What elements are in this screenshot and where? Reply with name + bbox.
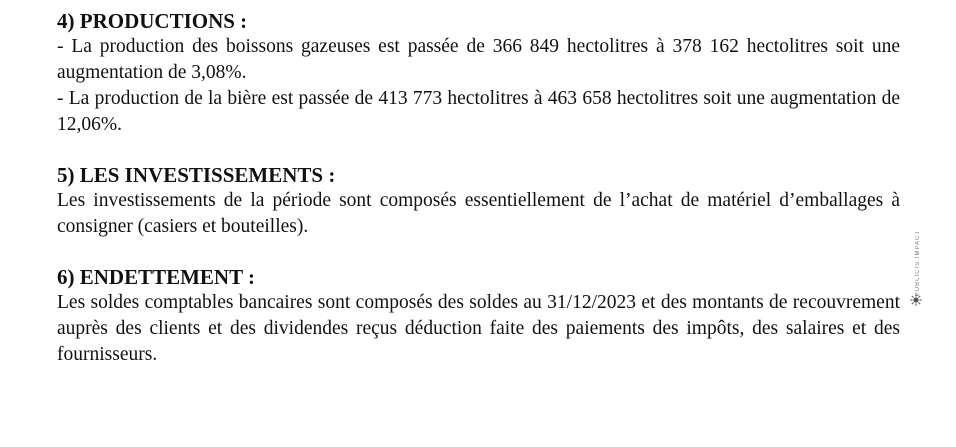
publisher-watermark bbox=[906, 230, 924, 325]
section-heading-investissements: 5) LES INVESTISSEMENTS : bbox=[57, 163, 336, 187]
paragraph-boissons-gazeuses: - La production des boissons gazeuses est passée de 366 849 hectolitres à 378 162 hectolitres soit une augmentation de 3,08%. bbox=[57, 36, 900, 83]
paragraph-investissements: Les investissements de la période sont composés essentiellement de l’achat de matériel d’emballages à consigner (casiers et bouteilles). bbox=[57, 190, 900, 237]
paragraph-biere: - La production de la bière est passée de 413 773 hectolitres à 463 658 hectolitres soit une augmentation de 12,06%. bbox=[57, 88, 900, 135]
section-productions bbox=[57, 8, 900, 138]
section-endettement bbox=[57, 264, 900, 368]
paragraph-endettement: Les soldes comptables bancaires sont composés des soldes au 31/12/2023 et des montants de recouvrement auprès des clients et des dividendes reçus déduction faite des paiements des impôts, des salaires et des fournisseurs. bbox=[57, 292, 900, 365]
sun-logo-icon bbox=[910, 294, 922, 306]
section-heading-endettement: 6) ENDETTEMENT : bbox=[57, 265, 255, 289]
section-investissements bbox=[57, 162, 900, 240]
document-body bbox=[57, 8, 900, 368]
publisher-watermark-text: PUBLICIS IMPACT bbox=[915, 230, 921, 297]
section-heading-productions: 4) PRODUCTIONS : bbox=[57, 9, 248, 33]
